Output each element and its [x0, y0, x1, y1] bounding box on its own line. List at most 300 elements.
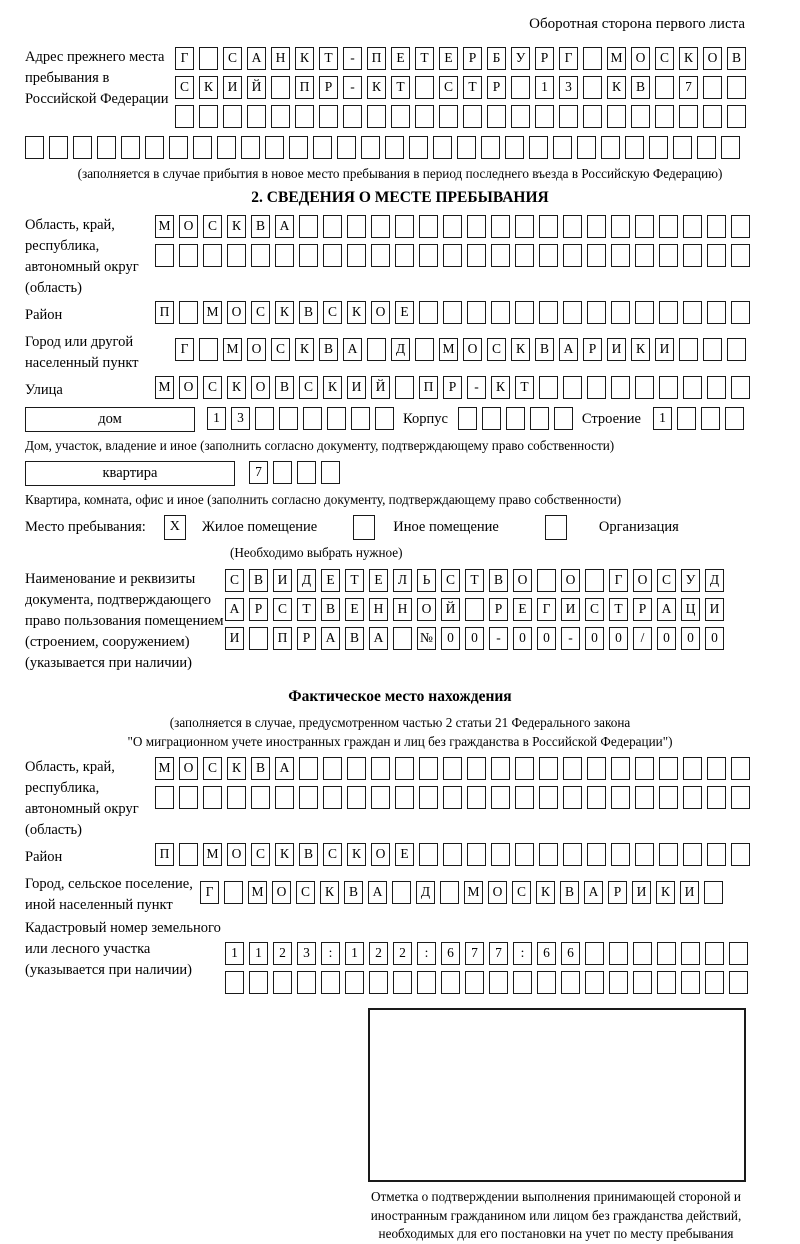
- char-box[interactable]: И: [607, 338, 626, 361]
- char-box[interactable]: [635, 376, 654, 399]
- char-box[interactable]: [731, 301, 750, 324]
- char-box[interactable]: П: [273, 627, 292, 650]
- char-box[interactable]: [683, 376, 702, 399]
- char-box[interactable]: Г: [609, 569, 628, 592]
- char-box[interactable]: [203, 244, 222, 267]
- char-box[interactable]: Н: [271, 47, 290, 70]
- char-box[interactable]: [561, 971, 580, 994]
- char-box[interactable]: [337, 136, 356, 159]
- char-box[interactable]: [361, 136, 380, 159]
- char-box[interactable]: [121, 136, 140, 159]
- char-box[interactable]: [587, 843, 606, 866]
- char-box[interactable]: [587, 757, 606, 780]
- char-box[interactable]: [419, 215, 438, 238]
- char-box[interactable]: [249, 971, 268, 994]
- char-box[interactable]: В: [299, 301, 318, 324]
- char-box[interactable]: В: [321, 598, 340, 621]
- char-box[interactable]: Р: [249, 598, 268, 621]
- char-box[interactable]: И: [680, 881, 699, 904]
- char-box[interactable]: М: [439, 338, 458, 361]
- char-box[interactable]: [179, 786, 198, 809]
- char-box[interactable]: [193, 136, 212, 159]
- char-box[interactable]: [577, 136, 596, 159]
- char-box[interactable]: О: [371, 843, 390, 866]
- char-box[interactable]: [659, 215, 678, 238]
- char-box[interactable]: [683, 244, 702, 267]
- char-box[interactable]: О: [561, 569, 580, 592]
- char-box[interactable]: 0: [609, 627, 628, 650]
- char-box[interactable]: [273, 461, 292, 484]
- char-box[interactable]: [513, 971, 532, 994]
- char-box[interactable]: С: [203, 215, 222, 238]
- char-box[interactable]: [351, 407, 370, 430]
- char-box[interactable]: Г: [175, 47, 194, 70]
- char-box[interactable]: [199, 105, 218, 128]
- char-box[interactable]: Р: [319, 76, 338, 99]
- char-box[interactable]: [443, 215, 462, 238]
- char-box[interactable]: 1: [207, 407, 226, 430]
- char-box[interactable]: [585, 942, 604, 965]
- char-box[interactable]: Г: [175, 338, 194, 361]
- char-box[interactable]: [419, 757, 438, 780]
- char-box[interactable]: И: [225, 627, 244, 650]
- char-box[interactable]: [539, 757, 558, 780]
- char-box[interactable]: [707, 843, 726, 866]
- char-box[interactable]: А: [225, 598, 244, 621]
- char-box[interactable]: К: [536, 881, 555, 904]
- char-box[interactable]: У: [681, 569, 700, 592]
- char-box[interactable]: Е: [439, 47, 458, 70]
- char-box[interactable]: [635, 843, 654, 866]
- char-box[interactable]: [371, 244, 390, 267]
- char-box[interactable]: С: [271, 338, 290, 361]
- char-box[interactable]: 7: [465, 942, 484, 965]
- char-box[interactable]: П: [295, 76, 314, 99]
- char-box[interactable]: [385, 136, 404, 159]
- char-box[interactable]: К: [295, 47, 314, 70]
- char-box[interactable]: [299, 244, 318, 267]
- char-box[interactable]: С: [273, 598, 292, 621]
- char-box[interactable]: [347, 215, 366, 238]
- char-box[interactable]: [443, 301, 462, 324]
- char-box[interactable]: 7: [679, 76, 698, 99]
- char-box[interactable]: С: [251, 301, 270, 324]
- char-box[interactable]: [633, 942, 652, 965]
- char-box[interactable]: О: [703, 47, 722, 70]
- char-box[interactable]: [659, 301, 678, 324]
- char-box[interactable]: [419, 301, 438, 324]
- char-box[interactable]: К: [275, 301, 294, 324]
- char-box[interactable]: [583, 105, 602, 128]
- char-box[interactable]: [457, 136, 476, 159]
- char-box[interactable]: И: [655, 338, 674, 361]
- char-box[interactable]: [559, 105, 578, 128]
- char-box[interactable]: 1: [249, 942, 268, 965]
- char-box[interactable]: [563, 244, 582, 267]
- char-box[interactable]: [491, 301, 510, 324]
- char-box[interactable]: [273, 971, 292, 994]
- char-box[interactable]: С: [203, 376, 222, 399]
- char-box[interactable]: [439, 105, 458, 128]
- char-box[interactable]: П: [419, 376, 438, 399]
- char-box[interactable]: [347, 786, 366, 809]
- char-box[interactable]: [467, 244, 486, 267]
- char-box[interactable]: [458, 407, 477, 430]
- char-box[interactable]: О: [488, 881, 507, 904]
- char-box[interactable]: К: [511, 338, 530, 361]
- char-box[interactable]: М: [203, 301, 222, 324]
- char-box[interactable]: [601, 136, 620, 159]
- char-box[interactable]: [299, 215, 318, 238]
- char-box[interactable]: [649, 136, 668, 159]
- char-box[interactable]: О: [463, 338, 482, 361]
- char-box[interactable]: С: [225, 569, 244, 592]
- char-box[interactable]: [659, 843, 678, 866]
- char-box[interactable]: [323, 215, 342, 238]
- char-box[interactable]: [721, 136, 740, 159]
- char-box[interactable]: К: [227, 215, 246, 238]
- char-box[interactable]: [625, 136, 644, 159]
- char-box[interactable]: [515, 786, 534, 809]
- char-box[interactable]: [343, 105, 362, 128]
- char-box[interactable]: [677, 407, 696, 430]
- char-box[interactable]: [440, 881, 459, 904]
- char-box[interactable]: [345, 971, 364, 994]
- char-box[interactable]: [635, 244, 654, 267]
- char-box[interactable]: Е: [321, 569, 340, 592]
- char-box[interactable]: С: [657, 569, 676, 592]
- char-box[interactable]: В: [275, 376, 294, 399]
- char-box[interactable]: К: [347, 301, 366, 324]
- char-box[interactable]: :: [513, 942, 532, 965]
- char-box[interactable]: [375, 407, 394, 430]
- char-box[interactable]: :: [417, 942, 436, 965]
- char-box[interactable]: Й: [371, 376, 390, 399]
- char-box[interactable]: М: [203, 843, 222, 866]
- char-box[interactable]: О: [631, 47, 650, 70]
- char-box[interactable]: И: [347, 376, 366, 399]
- char-box[interactable]: [251, 244, 270, 267]
- char-box[interactable]: Т: [463, 76, 482, 99]
- char-box[interactable]: П: [155, 843, 174, 866]
- char-box[interactable]: [731, 244, 750, 267]
- char-box[interactable]: Й: [441, 598, 460, 621]
- char-box[interactable]: [371, 215, 390, 238]
- char-box[interactable]: [303, 407, 322, 430]
- char-box[interactable]: С: [585, 598, 604, 621]
- char-box[interactable]: М: [607, 47, 626, 70]
- char-box[interactable]: 3: [559, 76, 578, 99]
- char-box[interactable]: [199, 47, 218, 70]
- char-box[interactable]: [587, 376, 606, 399]
- char-box[interactable]: Р: [489, 598, 508, 621]
- char-box[interactable]: [73, 136, 92, 159]
- char-box[interactable]: А: [559, 338, 578, 361]
- char-box[interactable]: [295, 105, 314, 128]
- char-box[interactable]: [659, 757, 678, 780]
- char-box[interactable]: [25, 136, 44, 159]
- checkbox-organization[interactable]: [545, 515, 567, 540]
- char-box[interactable]: [611, 244, 630, 267]
- char-box[interactable]: [275, 786, 294, 809]
- char-box[interactable]: -: [489, 627, 508, 650]
- char-box[interactable]: А: [247, 47, 266, 70]
- char-box[interactable]: Т: [415, 47, 434, 70]
- char-box[interactable]: 7: [249, 461, 268, 484]
- char-box[interactable]: [323, 786, 342, 809]
- char-box[interactable]: [155, 786, 174, 809]
- char-box[interactable]: [467, 757, 486, 780]
- char-box[interactable]: /: [633, 627, 652, 650]
- char-box[interactable]: 0: [657, 627, 676, 650]
- char-box[interactable]: [371, 757, 390, 780]
- char-box[interactable]: 7: [489, 942, 508, 965]
- char-box[interactable]: К: [656, 881, 675, 904]
- char-box[interactable]: [679, 338, 698, 361]
- char-box[interactable]: [725, 407, 744, 430]
- char-box[interactable]: [537, 569, 556, 592]
- char-box[interactable]: А: [275, 215, 294, 238]
- char-box[interactable]: Т: [319, 47, 338, 70]
- char-box[interactable]: [323, 757, 342, 780]
- char-box[interactable]: О: [251, 376, 270, 399]
- char-box[interactable]: А: [369, 627, 388, 650]
- char-box[interactable]: [491, 757, 510, 780]
- char-box[interactable]: [515, 843, 534, 866]
- char-box[interactable]: [467, 301, 486, 324]
- char-box[interactable]: К: [679, 47, 698, 70]
- char-box[interactable]: В: [344, 881, 363, 904]
- char-box[interactable]: М: [155, 757, 174, 780]
- char-box[interactable]: [271, 76, 290, 99]
- char-box[interactable]: [731, 215, 750, 238]
- char-box[interactable]: О: [272, 881, 291, 904]
- char-box[interactable]: [539, 301, 558, 324]
- char-box[interactable]: [347, 244, 366, 267]
- char-box[interactable]: [467, 215, 486, 238]
- char-box[interactable]: [419, 786, 438, 809]
- char-box[interactable]: В: [345, 627, 364, 650]
- char-box[interactable]: Д: [416, 881, 435, 904]
- char-box[interactable]: [727, 105, 746, 128]
- char-box[interactable]: К: [323, 376, 342, 399]
- char-box[interactable]: [707, 757, 726, 780]
- char-box[interactable]: Р: [608, 881, 627, 904]
- char-box[interactable]: Т: [345, 569, 364, 592]
- char-box[interactable]: [169, 136, 188, 159]
- char-box[interactable]: М: [223, 338, 242, 361]
- char-box[interactable]: [731, 757, 750, 780]
- char-box[interactable]: [409, 136, 428, 159]
- char-box[interactable]: [145, 136, 164, 159]
- char-box[interactable]: Л: [393, 569, 412, 592]
- char-box[interactable]: [515, 301, 534, 324]
- char-box[interactable]: К: [320, 881, 339, 904]
- char-box[interactable]: 6: [537, 942, 556, 965]
- char-box[interactable]: [249, 627, 268, 650]
- char-box[interactable]: Т: [465, 569, 484, 592]
- char-box[interactable]: [415, 76, 434, 99]
- char-box[interactable]: [515, 244, 534, 267]
- char-box[interactable]: [683, 843, 702, 866]
- char-box[interactable]: [179, 244, 198, 267]
- char-box[interactable]: [607, 105, 626, 128]
- char-box[interactable]: П: [367, 47, 386, 70]
- char-box[interactable]: [729, 942, 748, 965]
- char-box[interactable]: [265, 136, 284, 159]
- char-box[interactable]: Д: [391, 338, 410, 361]
- char-box[interactable]: :: [321, 942, 340, 965]
- char-box[interactable]: 1: [225, 942, 244, 965]
- char-box[interactable]: [491, 215, 510, 238]
- char-box[interactable]: О: [417, 598, 436, 621]
- char-box[interactable]: [313, 136, 332, 159]
- char-box[interactable]: [539, 376, 558, 399]
- char-box[interactable]: [587, 215, 606, 238]
- char-box[interactable]: Р: [583, 338, 602, 361]
- char-box[interactable]: С: [323, 843, 342, 866]
- char-box[interactable]: [367, 105, 386, 128]
- char-box[interactable]: А: [657, 598, 676, 621]
- char-box[interactable]: Е: [395, 843, 414, 866]
- char-box[interactable]: Р: [297, 627, 316, 650]
- char-box[interactable]: Е: [513, 598, 532, 621]
- char-box[interactable]: А: [584, 881, 603, 904]
- char-box[interactable]: [223, 105, 242, 128]
- char-box[interactable]: [225, 971, 244, 994]
- char-box[interactable]: [505, 136, 524, 159]
- char-box[interactable]: С: [175, 76, 194, 99]
- char-box[interactable]: [635, 301, 654, 324]
- char-box[interactable]: Ь: [417, 569, 436, 592]
- char-box[interactable]: В: [319, 338, 338, 361]
- char-box[interactable]: [433, 136, 452, 159]
- char-box[interactable]: [415, 338, 434, 361]
- char-box[interactable]: 2: [273, 942, 292, 965]
- char-box[interactable]: О: [179, 757, 198, 780]
- char-box[interactable]: [279, 407, 298, 430]
- char-box[interactable]: [289, 136, 308, 159]
- char-box[interactable]: [217, 136, 236, 159]
- char-box[interactable]: [707, 301, 726, 324]
- char-box[interactable]: 2: [393, 942, 412, 965]
- char-box[interactable]: 0: [441, 627, 460, 650]
- char-box[interactable]: -: [343, 76, 362, 99]
- char-box[interactable]: К: [367, 76, 386, 99]
- char-box[interactable]: [563, 757, 582, 780]
- char-box[interactable]: [683, 301, 702, 324]
- char-box[interactable]: [611, 301, 630, 324]
- char-box[interactable]: [707, 786, 726, 809]
- char-box[interactable]: С: [299, 376, 318, 399]
- char-box[interactable]: [443, 244, 462, 267]
- char-box[interactable]: Т: [609, 598, 628, 621]
- char-box[interactable]: [583, 47, 602, 70]
- char-box[interactable]: [369, 971, 388, 994]
- char-box[interactable]: [587, 301, 606, 324]
- char-box[interactable]: [611, 843, 630, 866]
- char-box[interactable]: Т: [297, 598, 316, 621]
- char-box[interactable]: С: [323, 301, 342, 324]
- char-box[interactable]: И: [223, 76, 242, 99]
- char-box[interactable]: 1: [345, 942, 364, 965]
- char-box[interactable]: [703, 338, 722, 361]
- char-box[interactable]: У: [511, 47, 530, 70]
- char-box[interactable]: К: [295, 338, 314, 361]
- char-box[interactable]: С: [439, 76, 458, 99]
- char-box[interactable]: [563, 376, 582, 399]
- char-box[interactable]: №: [417, 627, 436, 650]
- char-box[interactable]: И: [705, 598, 724, 621]
- char-box[interactable]: [705, 971, 724, 994]
- char-box[interactable]: 0: [585, 627, 604, 650]
- char-box[interactable]: [515, 215, 534, 238]
- char-box[interactable]: Е: [395, 301, 414, 324]
- char-box[interactable]: [467, 843, 486, 866]
- char-box[interactable]: [683, 786, 702, 809]
- char-box[interactable]: [563, 786, 582, 809]
- char-box[interactable]: [467, 786, 486, 809]
- char-box[interactable]: [199, 338, 218, 361]
- char-box[interactable]: [347, 757, 366, 780]
- char-box[interactable]: [511, 76, 530, 99]
- char-box[interactable]: [175, 105, 194, 128]
- char-box[interactable]: [395, 786, 414, 809]
- char-box[interactable]: [395, 215, 414, 238]
- char-box[interactable]: Н: [393, 598, 412, 621]
- char-box[interactable]: 0: [513, 627, 532, 650]
- char-box[interactable]: [323, 244, 342, 267]
- char-box[interactable]: [155, 244, 174, 267]
- char-box[interactable]: [371, 786, 390, 809]
- char-box[interactable]: Р: [535, 47, 554, 70]
- char-box[interactable]: [707, 215, 726, 238]
- char-box[interactable]: [97, 136, 116, 159]
- char-box[interactable]: Е: [391, 47, 410, 70]
- char-box[interactable]: [227, 244, 246, 267]
- char-box[interactable]: Г: [559, 47, 578, 70]
- char-box[interactable]: 0: [465, 627, 484, 650]
- char-box[interactable]: [553, 136, 572, 159]
- char-box[interactable]: [635, 215, 654, 238]
- char-box[interactable]: Н: [369, 598, 388, 621]
- char-box[interactable]: [327, 407, 346, 430]
- char-box[interactable]: [704, 881, 723, 904]
- char-box[interactable]: [681, 971, 700, 994]
- char-box[interactable]: [729, 971, 748, 994]
- char-box[interactable]: [609, 971, 628, 994]
- char-box[interactable]: [529, 136, 548, 159]
- char-box[interactable]: Г: [200, 881, 219, 904]
- char-box[interactable]: К: [199, 76, 218, 99]
- char-box[interactable]: [705, 942, 724, 965]
- char-box[interactable]: [465, 971, 484, 994]
- checkbox-other-premise[interactable]: [353, 515, 375, 540]
- char-box[interactable]: А: [321, 627, 340, 650]
- char-box[interactable]: [539, 843, 558, 866]
- char-box[interactable]: В: [489, 569, 508, 592]
- char-box[interactable]: [511, 105, 530, 128]
- char-box[interactable]: 0: [705, 627, 724, 650]
- char-box[interactable]: [367, 338, 386, 361]
- char-box[interactable]: [419, 244, 438, 267]
- char-box[interactable]: [673, 136, 692, 159]
- char-box[interactable]: Д: [297, 569, 316, 592]
- char-box[interactable]: [419, 843, 438, 866]
- char-box[interactable]: [585, 569, 604, 592]
- char-box[interactable]: [489, 971, 508, 994]
- char-box[interactable]: Р: [463, 47, 482, 70]
